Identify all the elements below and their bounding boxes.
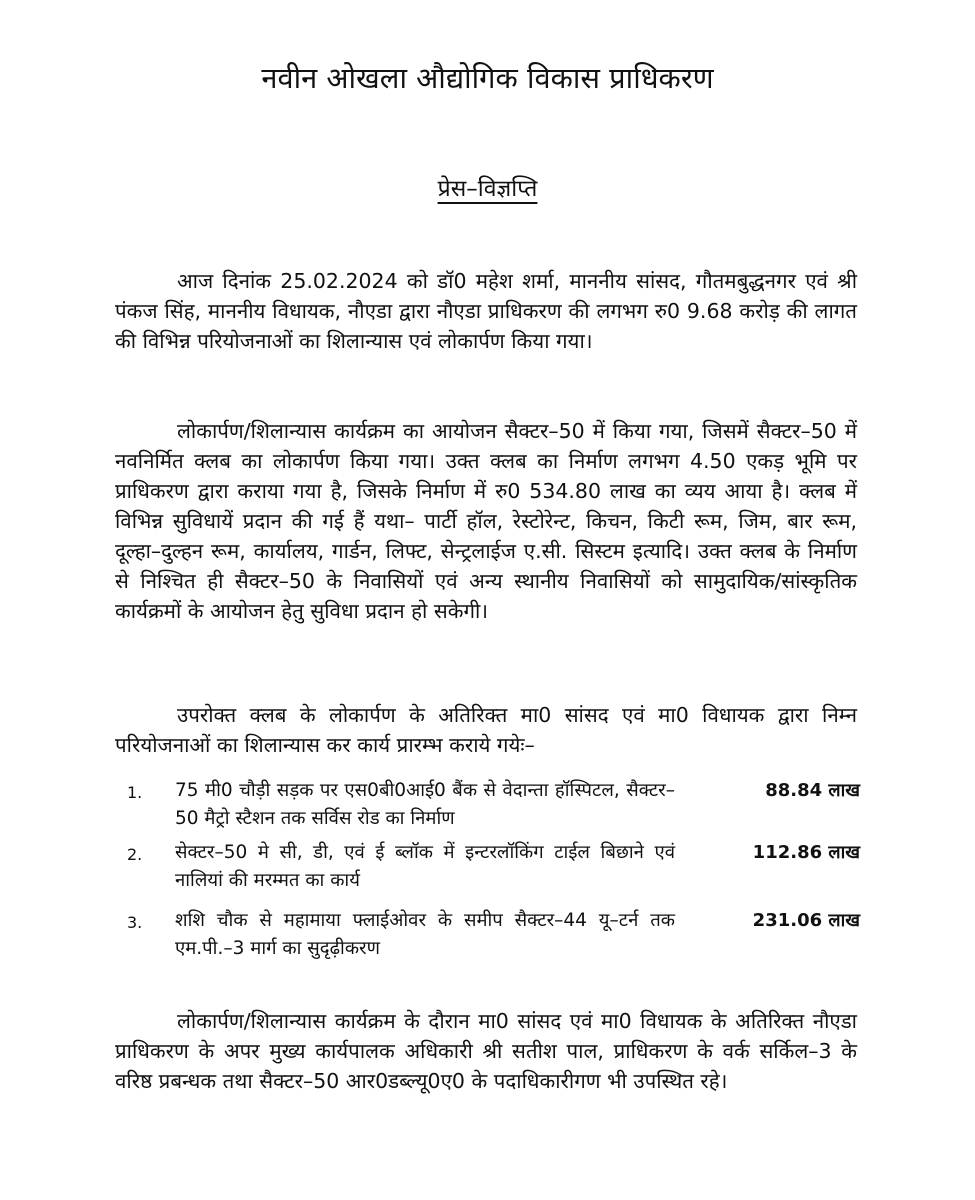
project-amount: 231.06 लाख [752, 910, 860, 931]
project-item [115, 907, 860, 969]
project-amount: 88.84 लाख [765, 780, 860, 801]
project-number: 2. [127, 845, 143, 864]
press-release-title-text: प्रेस–विज्ञप्ति [437, 176, 538, 202]
paragraph-inauguration: आज दिनांक 25.02.2024 को डॉ0 महेश शर्मा, माननीय सांसद, गौतमबुद्धनगर एवं श्री पंकज सिंह, माननीय विधायक, नौएडा द्वारा नौएडा प्राधिकरण की लगभग रु0 9.68 करोड़ की लागत की विभिन्न परियोजनाओं का शिलान्यास एवं लोकार्पण किया गया। [115, 269, 857, 353]
project-amount: 112.86 लाख [752, 842, 860, 863]
project-item [115, 839, 860, 901]
project-description: सेक्टर–50 मे सी, डी, एवं ई ब्लॉक में इन्टरलॉकिंग टाईल बिछाने एवं नालियां की मरम्मत का कार्य [175, 842, 675, 891]
project-description: शशि चौक से महामाया फ्लाईओवर के समीप सैक्टर–44 यू–टर्न तक एम.पी.–3 मार्ग का सुदृढ़ीकरण [175, 910, 675, 959]
paragraph-attendees: लोकार्पण/शिलान्यास कार्यक्रम के दौरान मा0 सांसद एवं मा0 विधायक के अतिरिक्त नौएडा प्राधिकरण के अपर मुख्य कार्यपालक अधिकारी श्री सतीश पाल, प्राधिकरण के वर्क सर्किल–3 के वरिष्ठ प्रबन्धक तथा सैक्टर–50 आर0डब्ल्यू0ए0 के पदाधिकारीगण भी उपस्थित रहे। [115, 1009, 857, 1093]
project-number: 3. [127, 913, 143, 932]
project-number: 1. [127, 783, 143, 802]
paragraph-club: लोकार्पण/शिलान्यास कार्यक्रम का आयोजन सैक्टर–50 में किया गया, जिसमें सैक्टर–50 में नवनिर्मित क्लब का लोकार्पण किया गया। उक्त क्लब का निर्माण लगभग 4.50 एकड़ भूमि पर प्राधिकरण द्वारा कराया गया है, जिसके निर्माण में रु0 534.80 लाख का व्यय आया है। क्लब में विभिन्न सुविधायें प्रदान की गई हैं यथा– पार्टी हॉल, रेस्टोरेन्ट, किचन, किटी रूम, जिम, बार रूम, दूल्हा–दुल्हन रूम, कार्यालय, गार्डन, लिफ्ट, सेन्ट्रलाईज ए.सी. सिस्टम इत्यादि। उक्त क्लब के निर्माण से निश्चित ही सैक्टर–50 के निवासियों एवं अन्य स्थानीय निवासियों को सामुदायिक/सांस्कृतिक कार्यक्रमों के आयोजन हेतु सुविधा प्रदान हो सकेगी। [115, 419, 857, 623]
paragraph-projects-intro: उपरोक्त क्लब के लोकार्पण के अतिरिक्त मा0 सांसद एवं मा0 विधायक द्वारा निम्न परियोजनाओं का शिलान्यास कर कार्य प्रारम्भ कराये गयेः– [115, 703, 857, 757]
project-item [115, 777, 860, 839]
project-list [115, 777, 860, 963]
press-release-title [0, 172, 975, 206]
project-description: 75 मी0 चौड़ी सड़क पर एस0बी0आई0 बैंक से वेदान्ता हॉस्पिटल, सैक्टर–50 मैट्रो स्टैशन तक सर्विस रोड का निर्माण [175, 780, 675, 829]
authority-heading: नवीन ओखला औद्योगिक विकास प्राधिकरण [261, 61, 714, 95]
